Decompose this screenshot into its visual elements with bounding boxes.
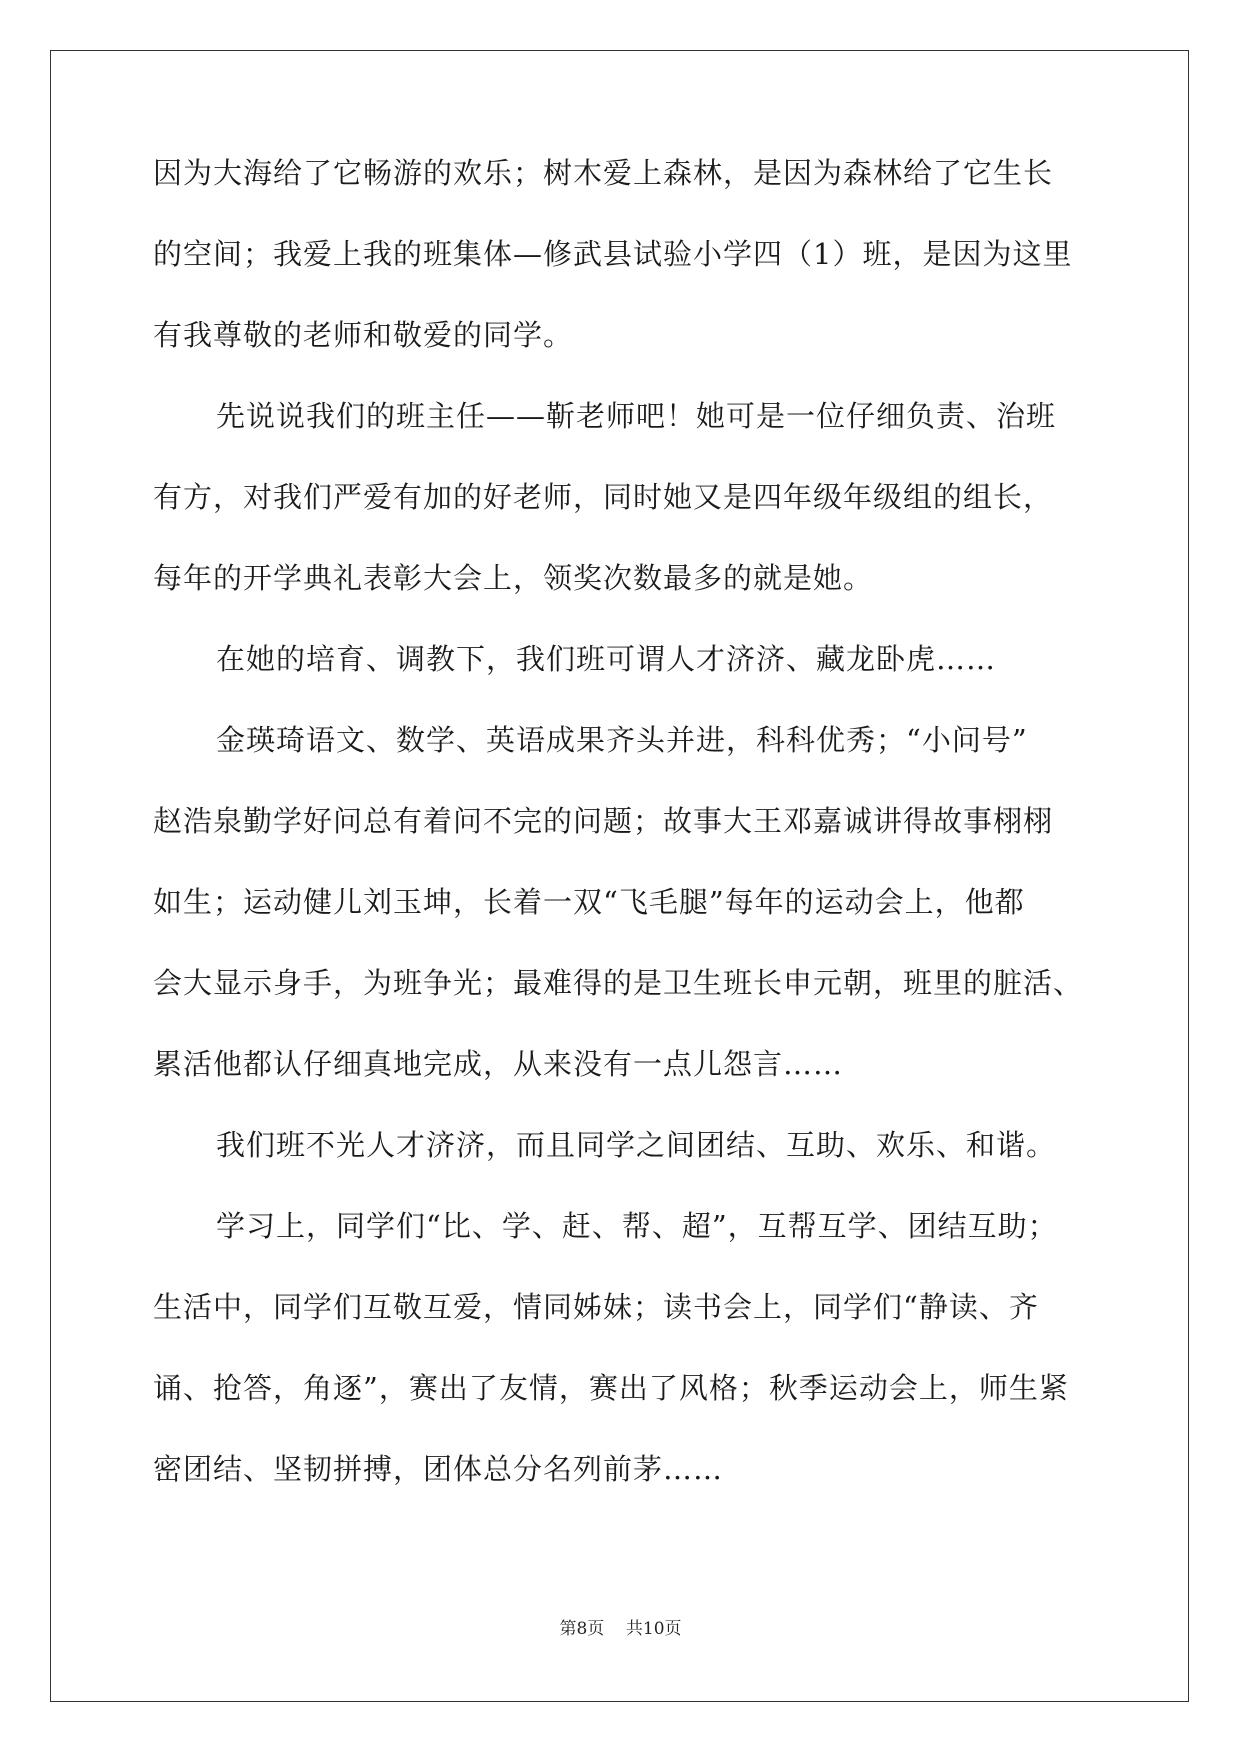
text-line-16: 诵、抢答，角逐”，赛出了友情，赛出了风格；秋季运动会上，师生紧 bbox=[153, 1371, 1069, 1405]
text-line-10: 如生；运动健儿刘玉坤，长着一双“飞毛腿”每年的运动会上，他都 bbox=[153, 885, 1025, 919]
text-line-17: 密团结、坚韧拼搏，团体总分名列前茅…… bbox=[153, 1452, 724, 1486]
document-body bbox=[153, 153, 1093, 1530]
text-line-2: 的空间；我爱上我的班集体—修武县试验小学四（1）班，是因为这里 bbox=[153, 237, 1073, 271]
text-line-5: 有方，对我们严爱有加的好老师，同时她又是四年级年级组的组长， bbox=[153, 480, 1054, 514]
page-number-footer: 第8页 共10页 bbox=[559, 1619, 682, 1639]
text-line-1: 因为大海给了它畅游的欢乐；树木爱上森林，是因为森林给了它生长 bbox=[153, 156, 1054, 190]
text-line-15: 生活中，同学们互敬互爱，情同姊妹；读书会上，同学们“静读、齐 bbox=[153, 1290, 1039, 1324]
text-line-8: 金瑛琦语文、数学、英语成果齐头并进，科科优秀；“小问号” bbox=[216, 723, 1028, 757]
text-line-12: 累活他都认仔细真地完成，从来没有一点儿怨言…… bbox=[153, 1047, 844, 1081]
text-line-13: 我们班不光人才济济，而且同学之间团结、互助、欢乐、和谐。 bbox=[216, 1128, 1057, 1162]
text-line-7: 在她的培育、调教下，我们班可谓人才济济、藏龙卧虎…… bbox=[216, 642, 997, 676]
text-line-4: 先说说我们的班主任——靳老师吧！她可是一位仔细负责、治班 bbox=[216, 399, 1057, 433]
text-line-9: 赵浩泉勤学好问总有着问不完的问题；故事大王邓嘉诚讲得故事栩栩 bbox=[153, 804, 1054, 838]
text-line-11: 会大显示身手，为班争光；最难得的是卫生班长申元朝，班里的脏活、 bbox=[153, 966, 1084, 1000]
text-line-14: 学习上，同学们“比、学、赶、帮、超”，互帮互学、团结互助； bbox=[216, 1209, 1058, 1243]
text-line-6: 每年的开学典礼表彰大会上，领奖次数最多的就是她。 bbox=[153, 561, 874, 595]
text-line-3: 有我尊敬的老师和敬爱的同学。 bbox=[153, 318, 574, 352]
